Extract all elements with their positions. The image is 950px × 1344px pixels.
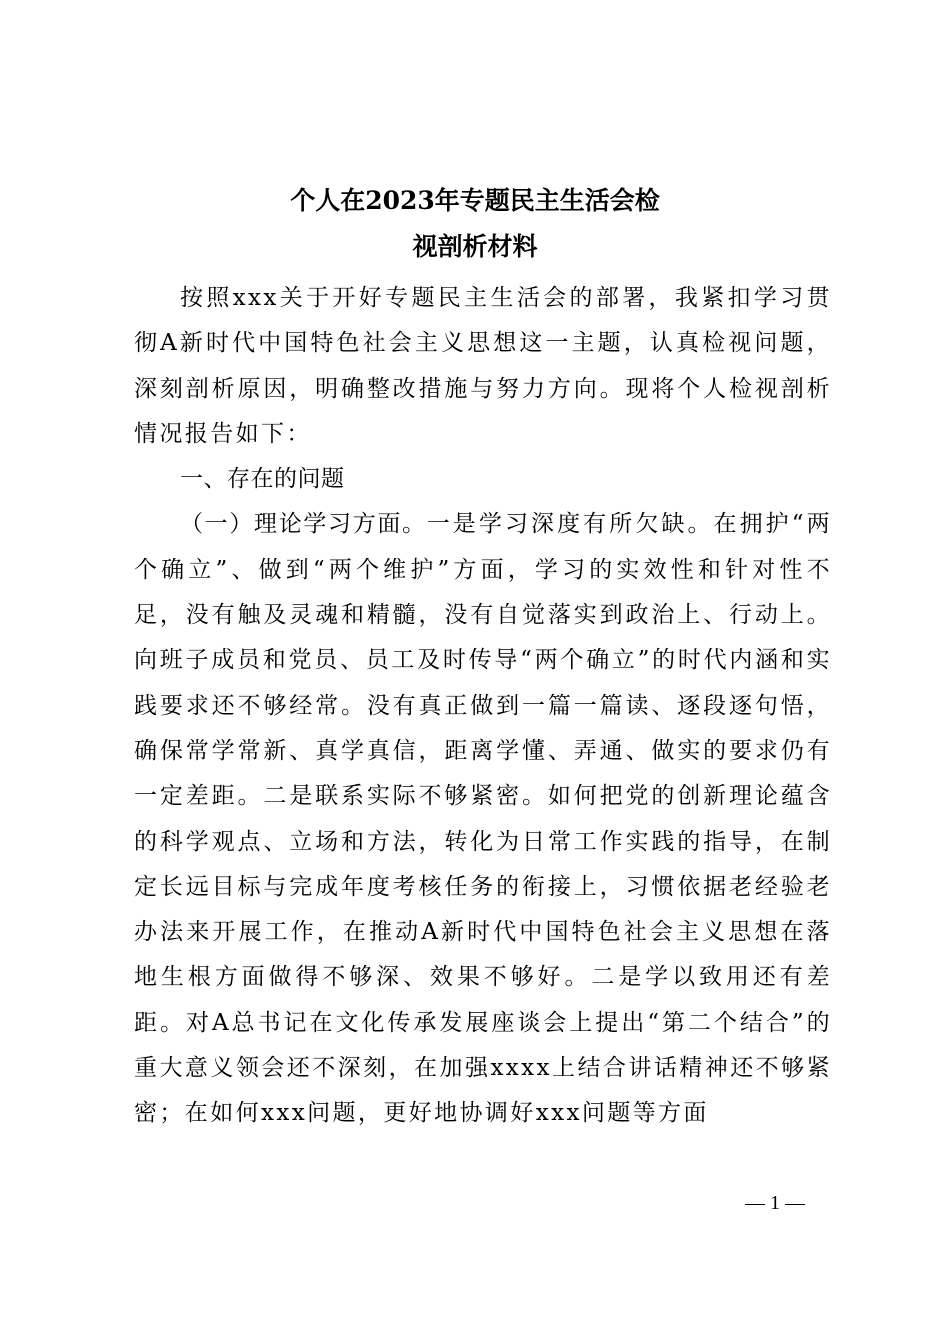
section-heading: 一、存在的问题: [180, 466, 345, 493]
subsection-heading: （一）理论学习方面。: [180, 511, 427, 538]
document-body: [134, 276, 832, 1137]
document-title-line2: 视剖析材料: [412, 232, 538, 261]
subsection-body: 一是学习深度有所欠缺。在拥护“两个确立”、做到“两个维护”方面，学习的实效性和针对性不足，没有触及灵魂和精髓，没有自觉落实到政治上、行动上。向班子成员和党员、员工及时传导“两个确立”的时代内涵和实践要求还不够经常。没有真正做到一篇一篇读、逐段逐句悟，确保常学常新、真学真信，距离学懂、弄通、做实的要求仍有一定差距。二是联系实际不够紧密。如何把党的创新理论蕴含的科学观点、立场和方法，转化为日常工作实践的指导，在制定长远目标与完成年度考核任务的衔接上，习惯依据老经验老办法来开展工作，在推动A新时代中国特色社会主义思想在落地生根方面做得不够深、效果不够好。二是学以致用还有差距。对A总书记在文化传承发展座谈会上提出“第二个结合”的重大意义领会还不深刻，在加强xxxx上结合讲话精神还不够紧密；在如何xxx问题，更好地协调好xxx问题等方面: [134, 511, 832, 1127]
intro-paragraph: 按照xxx关于开好专题民主生活会的部署，我紧扣学习贯彻A新时代中国特色社会主义思想这一主题，认真检视问题，深刻剖析原因，明确整改措施与努力方向。现将个人检视剖析情况报告如下：: [134, 285, 832, 447]
document-title-line1: 个人在2023年专题民主生活会检: [290, 186, 660, 215]
subsection-paragraph: [134, 502, 832, 1136]
page-number: — 1 —: [745, 1192, 805, 1214]
